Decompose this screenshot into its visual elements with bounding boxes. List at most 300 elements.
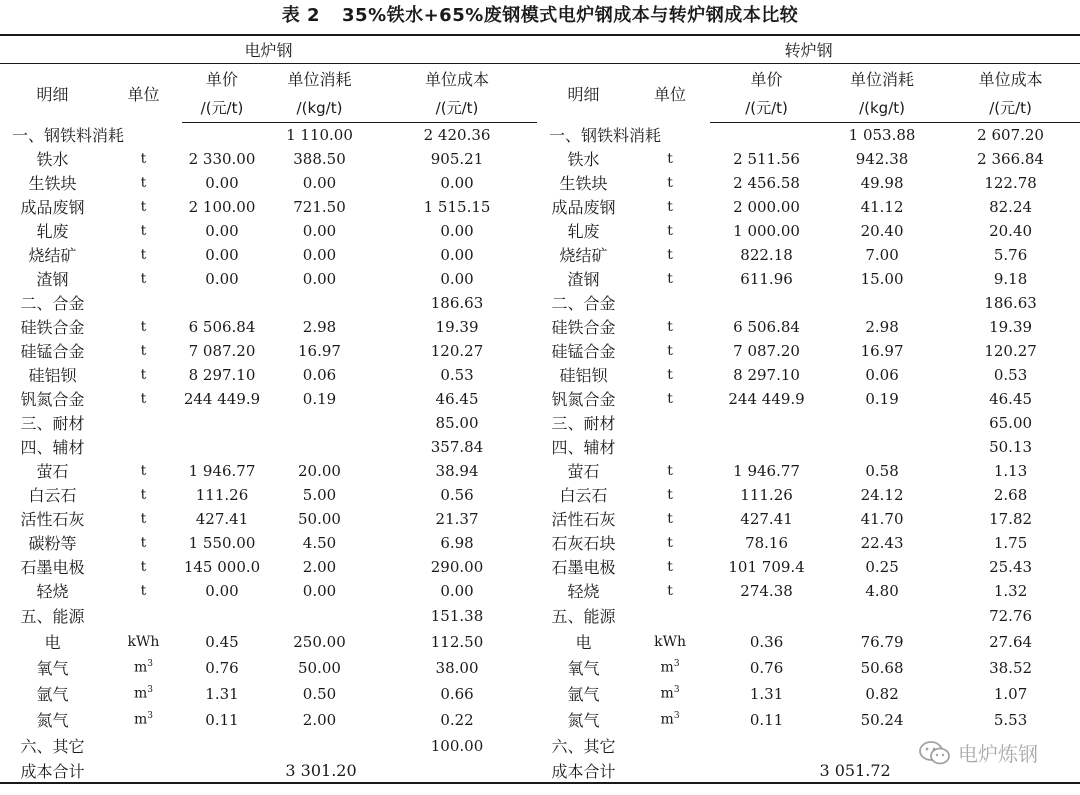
- cell-name: 铁水: [567, 150, 600, 169]
- cell-consumption: 20.00: [298, 461, 341, 480]
- cell-unit: [105, 411, 182, 435]
- cell-cost: 17.82: [989, 509, 1033, 528]
- cell-name: 生铁块: [28, 174, 77, 193]
- cell-cost: 1.32: [993, 581, 1028, 600]
- cell-cost: 0.53: [993, 365, 1028, 384]
- cell-price: 6 506.84: [733, 317, 800, 336]
- cell-cost: 0.00: [440, 581, 474, 600]
- cell-consumption: 0.00: [302, 269, 337, 288]
- cell-consumption: 50.68: [860, 658, 904, 677]
- cell-price: 427.41: [195, 509, 249, 528]
- cell-name: 铁水: [36, 150, 69, 169]
- cell-consumption: 49.98: [860, 173, 904, 192]
- cell-name: 硅锰合金: [551, 342, 616, 361]
- cell-price: 1.31: [205, 684, 239, 703]
- cell-unit: t: [140, 198, 147, 215]
- cell-price: 2 456.58: [733, 173, 800, 192]
- cell-unit: t: [140, 174, 147, 191]
- table-row: [0, 339, 1080, 363]
- cell-unit: $m^3$: [133, 685, 153, 702]
- table-row: [0, 507, 1080, 531]
- header-price-unit: /(元/t): [710, 93, 823, 123]
- table-row: [0, 171, 1080, 195]
- table-row: [0, 459, 1080, 483]
- table-row: [0, 531, 1080, 555]
- watermark-text: 电炉炼钢: [958, 742, 1038, 766]
- table-row: [0, 483, 1080, 507]
- cell-cost: 0.00: [440, 221, 474, 240]
- cell-unit: [105, 435, 182, 459]
- cell-unit: t: [140, 318, 147, 335]
- cell-unit: t: [667, 558, 673, 575]
- cell-cost: 19.39: [435, 317, 479, 336]
- cell-name: 成品废钢: [20, 198, 85, 217]
- table-title: [0, 0, 1080, 34]
- cell-unit: t: [140, 510, 147, 527]
- cell-price: [710, 435, 823, 459]
- cell-cost: 20.40: [989, 221, 1033, 240]
- cell-name: 渣钢: [36, 270, 69, 289]
- cell-consumption: 0.00: [302, 173, 337, 192]
- watermark: [918, 738, 1038, 767]
- cell-unit: t: [667, 366, 673, 383]
- cell-unit: t: [667, 174, 673, 191]
- header-price: 单价: [205, 70, 238, 89]
- cell-price: [710, 291, 823, 315]
- cell-unit: [630, 435, 710, 459]
- cell-consumption: 50.00: [298, 509, 341, 528]
- cell-consumption: 0.06: [865, 365, 899, 384]
- cell-consumption: 5.00: [302, 485, 337, 504]
- cell-consumption: 2.00: [302, 710, 337, 729]
- cell-price: 2 000.00: [733, 197, 800, 216]
- cell-price: 2 511.56: [733, 149, 800, 168]
- cell-consumption: 0.50: [302, 684, 337, 703]
- cell-name: 氧气: [567, 659, 600, 678]
- cell-price: [182, 411, 262, 435]
- cell-unit: t: [667, 342, 673, 359]
- cell-unit: [630, 733, 710, 759]
- cell-cost: 120.27: [430, 341, 484, 360]
- header-cost-unit: /(元/t): [377, 93, 537, 123]
- cell-cost: 290.00: [430, 557, 484, 576]
- cell-price: [710, 123, 823, 147]
- cell-unit: t: [667, 270, 673, 287]
- cell-cost: 72.76: [989, 606, 1033, 625]
- table-row: [0, 243, 1080, 267]
- totals-label: 成本合计: [551, 761, 616, 781]
- header-unit: 单位: [654, 84, 687, 104]
- cell-unit: t: [140, 270, 147, 287]
- cell-price: [710, 411, 823, 435]
- cell-price: 2 330.00: [188, 149, 256, 168]
- cell-consumption: 388.50: [293, 149, 346, 168]
- cell-unit: t: [140, 150, 147, 167]
- cell-unit: [630, 603, 710, 629]
- totals-label: 成本合计: [20, 761, 85, 781]
- cell-consumption: 4.80: [865, 581, 899, 600]
- cell-consumption: 20.40: [860, 221, 904, 240]
- cell-consumption: [823, 291, 941, 315]
- cell-unit: [105, 603, 182, 629]
- cost-comparison-table: [0, 34, 1080, 784]
- cell-consumption: 0.00: [302, 221, 337, 240]
- cell-price: 2 100.00: [188, 197, 256, 216]
- cell-unit: $m^3$: [660, 659, 680, 676]
- cell-price: 0.36: [749, 632, 784, 651]
- cell-consumption: 41.12: [860, 197, 904, 216]
- table-row: [0, 629, 1080, 655]
- cell-consumption: [823, 603, 941, 629]
- cell-price: 822.18: [740, 245, 793, 264]
- cell-name: 氧气: [36, 659, 69, 678]
- cell-unit: t: [667, 462, 673, 479]
- cell-consumption: 0.06: [302, 365, 337, 384]
- table-row: [0, 411, 1080, 435]
- cell-cost: 85.00: [435, 413, 479, 432]
- cell-name: 二、合金: [551, 294, 616, 313]
- cell-unit: t: [667, 318, 673, 335]
- cell-name: 白云石: [559, 486, 608, 505]
- cell-price: 78.16: [745, 533, 789, 552]
- cell-price: 1 946.77: [188, 461, 256, 480]
- cell-unit: t: [140, 366, 147, 383]
- cell-cost: 50.13: [989, 437, 1033, 456]
- cell-name: 萤石: [36, 462, 69, 481]
- cell-price: [182, 123, 262, 147]
- cell-unit: t: [667, 222, 673, 239]
- cell-unit: t: [667, 246, 673, 263]
- cell-unit: [630, 291, 710, 315]
- cell-price: [182, 733, 262, 759]
- cell-name: 五、能源: [551, 607, 616, 626]
- table-row: [0, 147, 1080, 171]
- cell-price: 1.31: [749, 684, 784, 703]
- cell-name: 轻烧: [567, 582, 600, 601]
- cell-unit: t: [140, 246, 147, 263]
- cell-price: 1 946.77: [733, 461, 800, 480]
- cell-name: 五、能源: [20, 607, 85, 626]
- cell-cost: 0.00: [440, 269, 474, 288]
- cell-price: 0.00: [205, 173, 239, 192]
- cell-price: 1 550.00: [188, 533, 256, 552]
- cell-cost: 1 515.15: [423, 197, 491, 216]
- cell-cost: 2.68: [993, 485, 1028, 504]
- cell-consumption: 50.00: [298, 658, 341, 677]
- cell-consumption: 0.58: [865, 461, 899, 480]
- cell-name: 轧废: [567, 222, 600, 241]
- cell-consumption: 1 110.00: [286, 125, 353, 144]
- totals-converter-value: 3 051.72: [819, 760, 891, 780]
- cell-price: 0.00: [205, 221, 239, 240]
- header-cost: 单位成本: [425, 70, 490, 89]
- cell-consumption: 1 053.88: [848, 125, 916, 144]
- cell-consumption: [262, 291, 377, 315]
- cell-unit: $m^3$: [660, 711, 680, 728]
- cell-consumption: 76.79: [860, 632, 904, 651]
- table-row: [0, 315, 1080, 339]
- cell-cost: 6.98: [440, 533, 474, 552]
- cell-price: 0.00: [205, 245, 239, 264]
- cell-name: 硅铁合金: [20, 318, 85, 337]
- cell-unit: t: [140, 534, 147, 551]
- cell-name: 石墨电极: [551, 558, 616, 577]
- cell-name: 六、其它: [20, 737, 85, 756]
- cell-price: [710, 603, 823, 629]
- cell-cost: 46.45: [989, 389, 1033, 408]
- cell-cost: 151.38: [430, 606, 484, 625]
- cell-unit: t: [140, 558, 147, 575]
- cell-price: 0.45: [205, 632, 239, 651]
- cell-cost: 186.63: [430, 293, 484, 312]
- cell-cost: 122.78: [984, 173, 1037, 192]
- cell-unit: t: [667, 486, 673, 503]
- cell-cost: 1.07: [993, 684, 1028, 703]
- cell-cost: 27.64: [989, 632, 1033, 651]
- cell-consumption: [823, 435, 941, 459]
- table-row: [0, 267, 1080, 291]
- header-price-unit: /(元/t): [182, 93, 262, 123]
- cell-price: 0.76: [749, 658, 784, 677]
- cell-consumption: [262, 411, 377, 435]
- table-row: [0, 603, 1080, 629]
- cell-cost: 2 607.20: [977, 125, 1044, 144]
- cell-unit: t: [667, 198, 673, 215]
- cell-price: [710, 733, 823, 759]
- cell-cost: 905.21: [430, 149, 484, 168]
- cell-cost: 0.00: [440, 245, 474, 264]
- cell-unit: t: [140, 486, 147, 503]
- cell-cost: 1.13: [993, 461, 1028, 480]
- cell-price: 244 449.9: [183, 389, 261, 408]
- cell-price: [182, 291, 262, 315]
- cell-price: 244 449.9: [728, 389, 805, 408]
- header-consumption: 单位消耗: [850, 70, 915, 89]
- totals-electric-value: 3 301.20: [285, 760, 357, 780]
- cell-cost: 5.53: [993, 710, 1028, 729]
- cell-cost: 186.63: [984, 293, 1037, 312]
- cell-unit: $m^3$: [133, 711, 153, 728]
- cell-unit: t: [140, 222, 147, 239]
- cell-consumption: 0.19: [865, 389, 899, 408]
- cell-consumption: 0.19: [302, 389, 337, 408]
- table-row: [0, 579, 1080, 603]
- cell-consumption: 16.97: [860, 341, 904, 360]
- cell-name: 硅铁合金: [551, 318, 616, 337]
- cell-price: 0.00: [205, 581, 239, 600]
- cell-consumption: [823, 411, 941, 435]
- group-header-converter: 转炉钢: [537, 35, 1080, 64]
- cell-unit: t: [140, 342, 147, 359]
- cell-unit: [105, 733, 182, 759]
- cell-price: 0.11: [205, 710, 239, 729]
- cell-consumption: 22.43: [860, 533, 904, 552]
- cell-unit: t: [140, 582, 147, 599]
- cell-name: 白云石: [28, 486, 77, 505]
- cell-cost: 0.00: [440, 173, 474, 192]
- cell-name: 轻烧: [36, 582, 69, 601]
- cell-price: 6 506.84: [188, 317, 256, 336]
- cell-cost: 82.24: [989, 197, 1033, 216]
- cell-cost: 0.56: [440, 485, 474, 504]
- cell-cost: 112.50: [430, 632, 484, 651]
- cell-consumption: [262, 603, 377, 629]
- cell-name: 活性石灰: [551, 510, 616, 529]
- cell-name: 氮气: [36, 711, 69, 730]
- cell-cost: 100.00: [430, 736, 484, 755]
- cell-cost: 19.39: [989, 317, 1033, 336]
- cell-unit: [105, 291, 182, 315]
- cell-unit: kWh: [127, 633, 160, 650]
- cell-name: 硅锰合金: [20, 342, 85, 361]
- header-item: 明细: [36, 84, 69, 104]
- cell-price: 111.26: [740, 485, 793, 504]
- table-row: [0, 387, 1080, 411]
- header-consumption-unit: /(kg/t): [823, 93, 941, 123]
- table-number: 表 2: [281, 5, 321, 26]
- header-unit: 单位: [127, 84, 160, 104]
- cell-consumption: 250.00: [293, 632, 346, 651]
- cell-price: 1 000.00: [733, 221, 800, 240]
- cell-name: 氩气: [36, 685, 69, 704]
- cell-consumption: 0.82: [865, 684, 899, 703]
- cell-name: 钒氮合金: [20, 390, 85, 409]
- cell-unit: t: [667, 150, 673, 167]
- cell-name: 电: [44, 633, 61, 652]
- cell-name: 活性石灰: [20, 510, 85, 529]
- cell-name: 石墨电极: [20, 558, 85, 577]
- cell-unit: t: [140, 390, 147, 407]
- cell-consumption: 2.98: [302, 317, 337, 336]
- cell-cost: 0.22: [440, 710, 474, 729]
- cell-cost: 357.84: [430, 437, 484, 456]
- cell-name: 一、钢铁料消耗: [549, 126, 662, 145]
- cell-price: 0.00: [205, 269, 239, 288]
- cell-unit: $m^3$: [133, 659, 153, 676]
- cell-unit: [630, 411, 710, 435]
- cell-price: 0.11: [749, 710, 784, 729]
- group-header-electric: 电炉钢: [0, 35, 537, 64]
- cell-name: 钒氮合金: [551, 390, 616, 409]
- cell-cost: 46.45: [435, 389, 479, 408]
- cell-name: 成品废钢: [551, 198, 616, 217]
- table-row: [0, 363, 1080, 387]
- cell-cost: 38.52: [989, 658, 1033, 677]
- cell-cost: 25.43: [989, 557, 1033, 576]
- cell-name: 氮气: [567, 711, 600, 730]
- cell-price: 8 297.10: [188, 365, 256, 384]
- table-row: [0, 291, 1080, 315]
- cell-unit: t: [667, 582, 673, 599]
- cell-price: 8 297.10: [733, 365, 800, 384]
- cell-consumption: [262, 435, 377, 459]
- cell-name: 烧结矿: [28, 246, 77, 265]
- header-cost: 单位成本: [978, 70, 1043, 89]
- cell-price: 7 087.20: [188, 341, 256, 360]
- cell-name: 硅铝钡: [28, 366, 77, 385]
- cell-name: 碳粉等: [28, 534, 77, 553]
- cell-consumption: 0.00: [302, 581, 337, 600]
- cell-name: 轧废: [36, 222, 69, 241]
- cell-name: 石灰石块: [551, 534, 616, 553]
- cell-cost: 0.66: [440, 684, 474, 703]
- cell-name: 四、辅材: [551, 438, 616, 457]
- cell-consumption: 721.50: [293, 197, 346, 216]
- table-row: [0, 655, 1080, 681]
- cell-name: 一、钢铁料消耗: [12, 126, 125, 145]
- cell-consumption: 2.98: [865, 317, 899, 336]
- cell-consumption: 0.00: [302, 245, 337, 264]
- header-item: 明细: [567, 84, 600, 104]
- cell-name: 氩气: [567, 685, 600, 704]
- cell-name: 萤石: [567, 462, 600, 481]
- cell-consumption: 4.50: [302, 533, 337, 552]
- cell-cost: 0.53: [440, 365, 474, 384]
- cell-consumption: 41.70: [860, 509, 904, 528]
- wechat-icon: [918, 740, 952, 766]
- cell-unit: t: [667, 534, 673, 551]
- cell-consumption: 2.00: [302, 557, 337, 576]
- cell-cost: 21.37: [435, 509, 479, 528]
- cell-cost: 2 366.84: [977, 149, 1044, 168]
- cell-price: 145 000.0: [183, 557, 261, 576]
- cell-cost: 65.00: [989, 413, 1033, 432]
- header-price: 单价: [750, 70, 783, 89]
- table-row: [0, 681, 1080, 707]
- cell-name: 生铁块: [559, 174, 608, 193]
- cell-consumption: 7.00: [865, 245, 899, 264]
- cell-price: 7 087.20: [733, 341, 800, 360]
- table-row: [0, 195, 1080, 219]
- cell-price: 274.38: [740, 581, 793, 600]
- table-caption: 35%铁水+65%废钢模式电炉钢成本与转炉钢成本比较: [342, 5, 799, 26]
- cell-name: 三、耐材: [551, 414, 616, 433]
- cell-price: [182, 603, 262, 629]
- cell-price: 0.76: [205, 658, 239, 677]
- cell-name: 硅铝钡: [559, 366, 608, 385]
- cell-unit: t: [140, 462, 147, 479]
- cell-name: 六、其它: [551, 737, 616, 756]
- cell-cost: 5.76: [993, 245, 1028, 264]
- cell-consumption: 50.24: [860, 710, 904, 729]
- cell-consumption: 24.12: [860, 485, 904, 504]
- cell-consumption: 0.25: [865, 557, 899, 576]
- cell-consumption: [262, 733, 377, 759]
- header-cost-unit: /(元/t): [941, 93, 1080, 123]
- cell-cost: 9.18: [993, 269, 1028, 288]
- cell-cost: 38.94: [435, 461, 479, 480]
- header-consumption: 单位消耗: [287, 70, 352, 89]
- table-body: [0, 123, 1080, 759]
- cell-cost: 2 420.36: [423, 125, 491, 144]
- cell-consumption: 942.38: [855, 149, 909, 168]
- cell-consumption: 16.97: [298, 341, 341, 360]
- cell-consumption: 15.00: [860, 269, 904, 288]
- cell-price: 101 709.4: [728, 557, 805, 576]
- header-consumption-unit: /(kg/t): [262, 93, 377, 123]
- cell-unit: kWh: [654, 633, 686, 650]
- cell-name: 烧结矿: [559, 246, 608, 265]
- cell-price: 111.26: [195, 485, 249, 504]
- cell-name: 三、耐材: [20, 414, 85, 433]
- cell-name: 渣钢: [567, 270, 600, 289]
- cell-unit: t: [667, 510, 673, 527]
- cell-name: 二、合金: [20, 294, 85, 313]
- cell-price: 611.96: [740, 269, 793, 288]
- table-row: [0, 123, 1080, 147]
- cell-cost: 1.75: [993, 533, 1028, 552]
- table-row: [0, 219, 1080, 243]
